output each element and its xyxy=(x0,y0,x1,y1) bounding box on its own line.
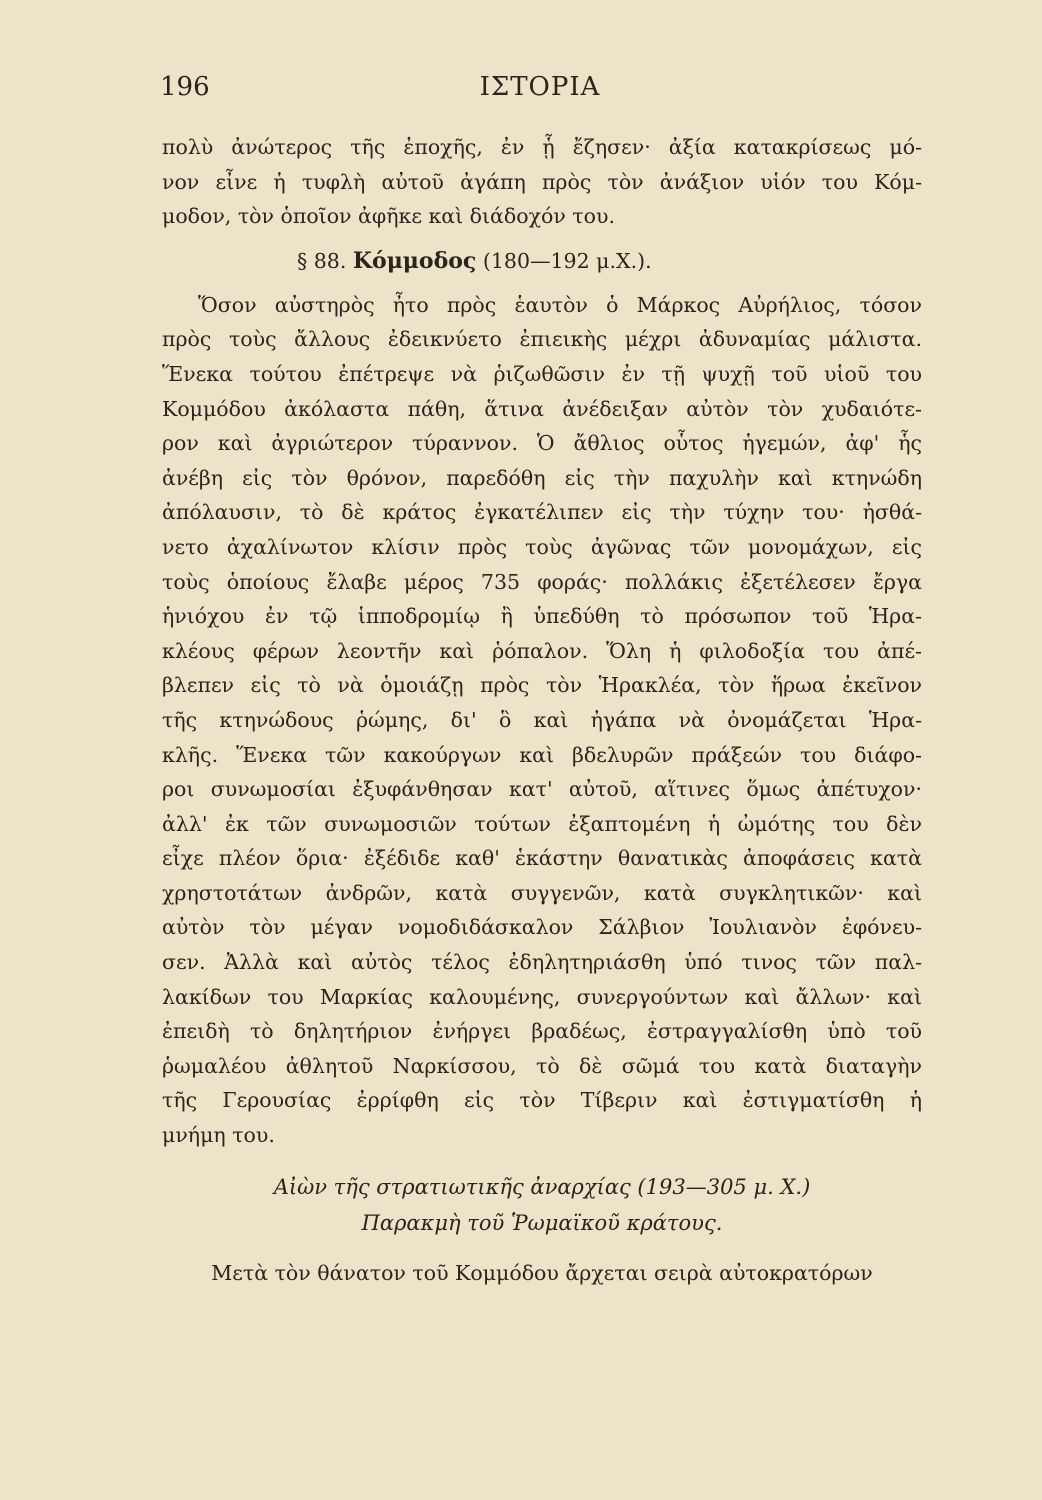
era-title xyxy=(162,1169,922,1241)
page-header xyxy=(160,72,920,112)
text-line: νετο ἀχαλίνωτον κλίσιν πρὸς τοὺς ἀγῶνας τῶν μονομάχων, εἰς xyxy=(162,534,922,559)
era-title-line-1: Αἰὼν τῆς στρατιωτικῆς ἀναρχίας (193—305 μ. Χ.) xyxy=(273,1174,811,1199)
text-line: νον εἶνε ἡ τυφλὴ αὐτοῦ ἀγάπη πρὸς τὸν ἀνάξιον υἱόν του Κόμ- xyxy=(162,169,922,194)
text-line: κλέους φέρων λεοντῆν καὶ ῥόπαλον. Ὅλη ἡ φιλοδοξία του ἀπέ- xyxy=(162,638,922,663)
text-line: χρηστοτάτων ἀνδρῶν, κατὰ συγγενῶν, κατὰ συγκλητικῶν· καὶ xyxy=(162,880,922,905)
text-line: τῆς κτηνώδους ῥώμης, δι' ὃ καὶ ἠγάπα νὰ ὀνομάζεται Ἡρα- xyxy=(162,707,922,732)
running-title: ΙΣΤΟΡΙΑ xyxy=(479,72,601,102)
text-line: πρὸς τοὺς ἄλλους ἐδεικνύετο ἐπιεικὴς μέχρι ἀδυναμίας μάλιστα. xyxy=(162,327,922,352)
text-line: ἀνέβη εἰς τὸν θρόνον, παρεδόθη εἰς τὴν παχυλὴν καὶ κτηνώδη xyxy=(162,465,922,490)
main-paragraph xyxy=(162,288,922,1153)
text-line: Ὅσον αὐστηρὸς ἦτο πρὸς ἑαυτὸν ὁ Μάρκος Αὐρήλιος, τόσον xyxy=(198,292,922,317)
section-name: Κόμμοδος xyxy=(352,247,477,274)
text-line: ἡνιόχου ἐν τῷ ἱπποδρομίῳ ἢ ὑπεδύθη τὸ πρόσωπον τοῦ Ἡρα- xyxy=(162,604,922,629)
text-line: μνήμη του. xyxy=(162,1123,275,1148)
section-dates: (180—192 μ.Χ.). xyxy=(482,248,652,273)
text-line: Ἕνεκα τούτου ἐπέτρεψε νὰ ῥιζωθῶσιν ἐν τῇ ψυχῇ τοῦ υἱοῦ του xyxy=(162,361,922,386)
text-line: ἀλλ' ἐκ τῶν συνωμοσιῶν τούτων ἐξαπτομένη ἡ ὠμότης του δὲν xyxy=(162,811,922,836)
text-line: ἐπειδὴ τὸ δηλητήριον ἐνήργει βραδέως, ἐστραγγαλίσθη ὑπὸ τοῦ xyxy=(162,1019,922,1044)
text-line: ῥωμαλέου ἀθλητοῦ Ναρκίσσου, τὸ δὲ σῶμά του κατὰ διαταγὴν xyxy=(162,1053,922,1078)
text-line: αὐτὸν τὸν μέγαν νομοδιδάσκαλον Σάλβιον Ἰουλιανὸν ἐφόνευ- xyxy=(162,915,922,940)
text-line: εἶχε πλέον ὅρια· ἐξέδιδε καθ' ἑκάστην θανατικὰς ἀποφάσεις κατὰ xyxy=(162,846,922,871)
page-body xyxy=(162,130,922,1291)
text-line: τοὺς ὁποίους ἔλαβε μέρος 735 φοράς· πολλάκις ἐξετέλεσεν ἔργα xyxy=(162,569,922,594)
text-line: μοδον, τὸν ὁποῖον ἀφῆκε καὶ διάδοχόν του. xyxy=(162,204,615,229)
text-line: τῆς Γερουσίας ἐρρίφθη εἰς τὸν Τίβεριν καὶ ἐστιγματίσθη ἡ xyxy=(162,1088,922,1113)
text-line: λακίδων του Μαρκίας καλουμένης, συνεργούντων καὶ ἄλλων· καὶ xyxy=(162,984,922,1009)
page-number: 196 xyxy=(160,72,210,102)
intro-paragraph xyxy=(162,130,922,234)
text-line: πολὺ ἀνώτερος τῆς ἐποχῆς, ἐν ᾗ ἔζησεν· ἀξία κατακρίσεως μό- xyxy=(162,135,922,159)
section-number: § 88. xyxy=(297,248,347,273)
closing-line: Μετὰ τὸν θάνατον τοῦ Κομμόδου ἄρχεται σειρὰ αὐτοκρατόρων xyxy=(211,1260,873,1285)
text-line: Κομμόδου ἀκόλαστα πάθη, ἅτινα ἀνέδειξαν αὐτὸν τὸν χυδαιότε- xyxy=(162,396,922,421)
era-title-line-2: Παρακμὴ τοῦ Ῥωμαϊκοῦ κράτους. xyxy=(361,1210,723,1235)
text-line: ρον καὶ ἀγριώτερον τύραννον. Ὁ ἄθλιος οὗτος ἡγεμών, ἀφ' ἧς xyxy=(162,431,922,456)
text-line: ἀπόλαυσιν, τὸ δὲ κράτος ἐγκατέλιπεν εἰς τὴν τύχην του· ἠσθά- xyxy=(162,500,922,525)
text-line: κλῆς. Ἕνεκα τῶν κακούργων καὶ βδελυρῶν πράξεών του διάφο- xyxy=(162,742,922,767)
section-heading xyxy=(162,242,922,280)
text-line: σεν. Ἀλλὰ καὶ αὐτὸς τέλος ἐδηλητηριάσθη ὑπό τινος τῶν παλ- xyxy=(162,950,922,975)
text-line: ροι συνωμοσίαι ἐξυφάνθησαν κατ' αὐτοῦ, αἵτινες ὅμως ἀπέτυχον· xyxy=(162,777,922,802)
text-line: βλεπεν εἰς τὸ νὰ ὁμοιάζῃ πρὸς τὸν Ἡρακλέα, τὸν ἥρωα ἐκεῖνον xyxy=(162,673,922,698)
